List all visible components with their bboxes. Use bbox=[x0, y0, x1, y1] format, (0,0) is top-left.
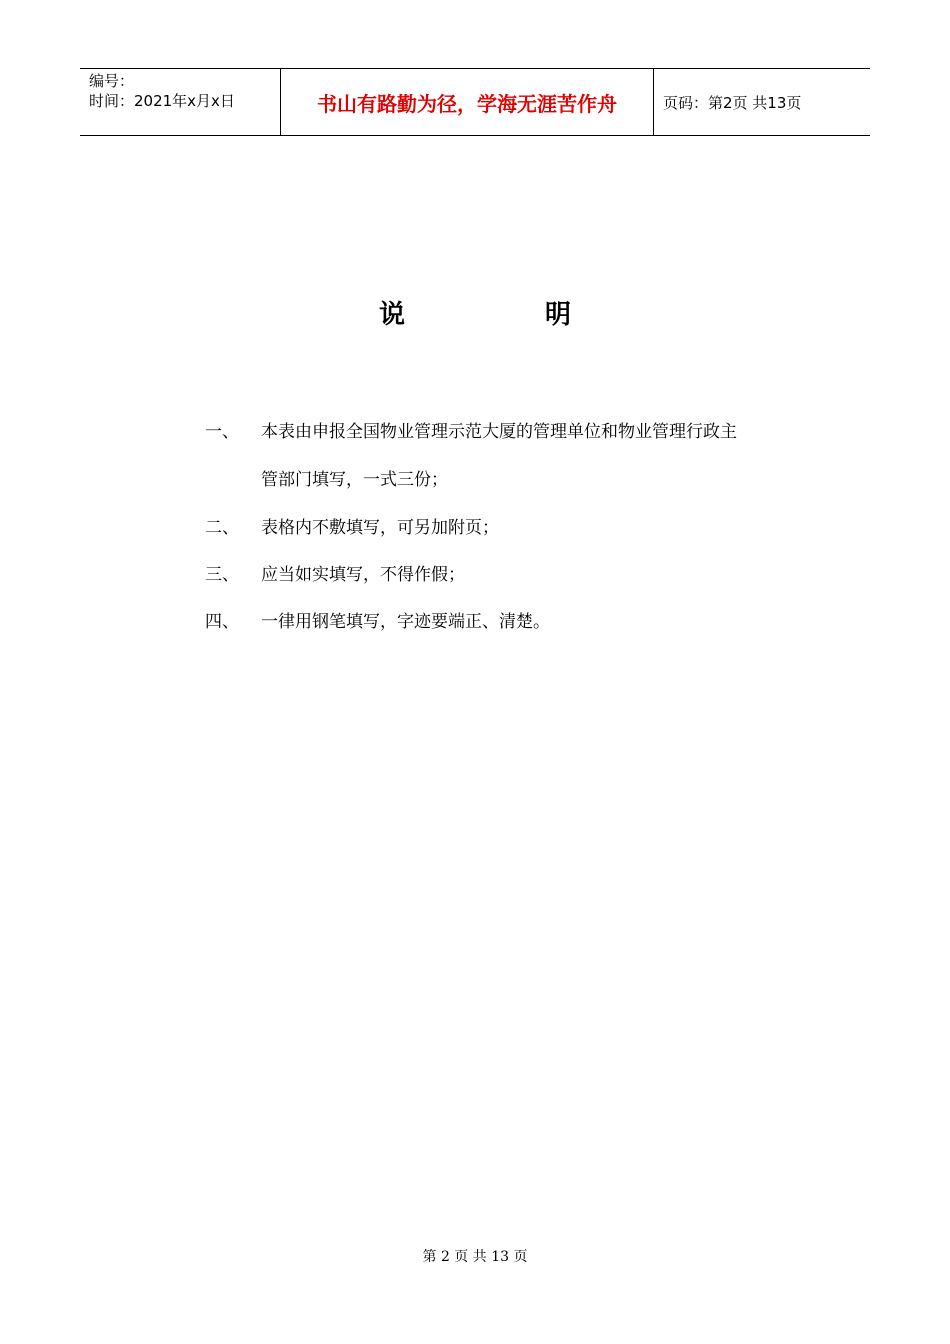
number-label: 编号： bbox=[89, 72, 135, 90]
title-char-2: 明 bbox=[545, 300, 572, 330]
title-char-1: 说 bbox=[378, 300, 405, 330]
instruction-item-4 bbox=[205, 610, 550, 634]
instruction-text: 一律用钢笔填写，字迹要端正、清楚。 bbox=[261, 612, 550, 632]
instruction-item-2 bbox=[205, 516, 499, 540]
header-page-info: 页码：第2页 共13页 bbox=[663, 93, 802, 112]
instruction-number: 一、 bbox=[205, 422, 239, 442]
page-footer: 第 2 页 共 13 页 bbox=[422, 1249, 528, 1265]
instruction-number: 四、 bbox=[205, 612, 239, 632]
instruction-item-1 bbox=[205, 420, 737, 444]
time-label: 时间：2021年x月x日 bbox=[89, 92, 235, 110]
instruction-continuation: 管部门填写，一式三份； bbox=[261, 470, 448, 490]
instruction-text: 应当如实填写，不得作假； bbox=[261, 565, 465, 585]
page-title bbox=[0, 294, 950, 331]
page-header bbox=[80, 68, 870, 136]
header-meta bbox=[80, 69, 281, 135]
instruction-number: 三、 bbox=[205, 565, 239, 585]
instruction-number: 二、 bbox=[205, 518, 239, 538]
instruction-text: 表格内不敷填写，可另加附页； bbox=[261, 518, 499, 538]
instruction-item-3 bbox=[205, 563, 465, 587]
header-motto: 书山有路勤为径，学海无涯苦作舟 bbox=[281, 69, 654, 135]
instruction-text: 本表由申报全国物业管理示范大厦的管理单位和物业管理行政主 bbox=[261, 422, 737, 442]
